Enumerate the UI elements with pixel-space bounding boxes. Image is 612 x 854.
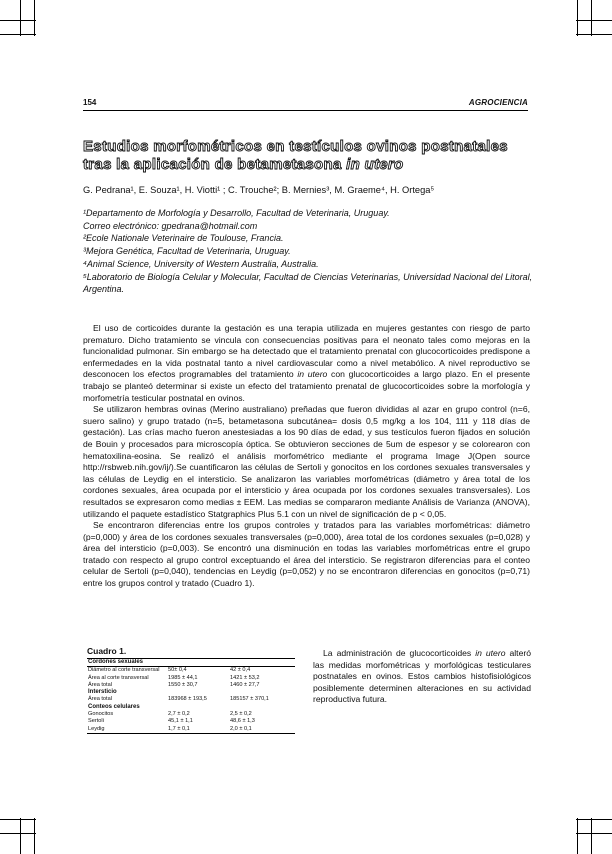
affiliations <box>83 207 533 296</box>
title-main: Estudios morfométricos en testículos ovinos postnatales tras la aplicación de betametasona <box>83 138 508 173</box>
table-section: Conteos celulares <box>88 703 140 710</box>
text-run: La administración de glucocorticoides <box>323 648 476 658</box>
affiliation: ²Ecole Nationale Veterinaire de Toulouse, Francia. <box>83 233 284 244</box>
table-row: Sertoli 45,1 ± 1,1 48,6 ± 1,3 <box>88 718 255 725</box>
conclusion <box>313 648 531 706</box>
text-run: El uso de corticoides durante la gestación es una terapia utilizada en mujeres gestantes con riesgo de parto prematuro. Dicho tratamiento se vincula con consecuencias positivas para el neonato tales como mejoras en la funcionalidad pulmonar. Sin embargo se ha detectado que el tratamiento prenatal con glucocorticoides predispone a enfermedades en la vida postnatal tanto a nivel cardiovascular como a nivel metabólico. A nivel reproductivo se desconocen los efectos programables del tratamiento <box>83 323 530 380</box>
results-table <box>87 658 295 734</box>
table-row: Diámetro al corte transversal 50± 0,4 42 ± 0,4 <box>88 667 251 674</box>
table-row: Área total 1550 ± 30,7 1460 ± 27,7 <box>88 681 260 688</box>
table-section: Cordones sexuales <box>87 659 295 667</box>
paragraph: Se encontraron diferencias entre los grupos controles y tratados para las variables morfométricas: diámetro (p=0,000) y área de los cordones sexuales transversales (p=0,000), área total de los cordones sexuales (p=0,028) y área del intersticio (p=0,003). Se encontró una disminución en todas las variables morfométricas entre el grupo tratado con respecto al grupo control exceptuando el área del intersticio. Se registraron diferencias para el conteo celular de Sertoli (p=0,040), tendencias en Leydig (p=0,052) y no se encontraron diferencias en gonocitos (p=0,71) entre los grupos control y tratado (Cuadro 1). <box>83 520 530 589</box>
title-italic: in utero <box>346 156 404 173</box>
paragraph <box>83 323 530 404</box>
text-run: con glucocorticoides a largo plazo. En el presente trabajo se planteó determinar si existe un efecto del tratamiento prenatal de glucocorticoides sobre la morfología y morfometría testicular postnatal en ovinos. <box>83 369 531 403</box>
paragraph <box>313 648 531 706</box>
page-number: 154 <box>83 98 97 107</box>
table-row: Gonocitos 2,7 ± 0,2 2,5 ± 0,2 <box>88 711 252 718</box>
affiliation: ³Mejora Genética, Facultad de Veterinaria, Uruguay. <box>83 246 291 257</box>
author-list: G. Pedrana¹, E. Souza¹, H. Viotti¹ ; C. Trouche²; B. Mernies³, M. Graeme⁴, H. Ortega⁵ <box>83 185 435 195</box>
table-caption: Cuadro 1. <box>87 646 127 656</box>
header-rule <box>83 110 528 111</box>
abstract-body <box>83 323 530 590</box>
paragraph: Se utilizaron hembras ovinas (Merino australiano) preñadas que fueron divididas al azar en grupo control (n=6, suero salino) y grupo tratado (n=5, betametasona subcutánea= dosis 0,5 mg/kg a los 104, 111 y 118 días de gestación). Las crías macho fueron anestesiadas a los 90 días de edad, y sus testículos fueron fijados en solución de Bouin y procesados para microscopía óptica. Se obtuvieron secciones de 5um de espesor y se colorearon con hematoxilina-eosina. Se realizó el análisis morfométrico mediante el programa Image J(Open source http://rsbweb.nih.gov/ij/).Se cuantificaron las células de Sertoli y gonocitos en los cordones sexuales transversales y las células de Leydig en el intersticio. Se analizaron las variables morfométricas (diámetro y área total de los cordones sexuales, área ocupada por el intersticio y área ocupada por los cordones sexuales transversales). Los resultados se expresaron como medias ± EEM. Las medias se compararon mediante Análisis de Varianza (ANOVA), utilizando el paquete estadístico Statgraphics Plus 5.1 con un nivel de significación de p < 0,05. <box>83 404 530 519</box>
table-row: Área total 183968 ± 193,5 185157 ± 370,1 <box>88 696 269 703</box>
italic-run: in utero <box>475 648 506 658</box>
text-run: alteró las medidas morfométricas y morfológicas testiculares postnatales en ovinos. Estos cambios histofisiológicos posiblemente determinen alteraciones en su actividad reproductiva futura. <box>313 648 531 705</box>
italic-run: in utero <box>297 369 328 380</box>
affiliation: ¹Departamento de Morfología y Desarrollo, Facultad de Veterinaria, Uruguay. <box>83 208 390 218</box>
affiliation-email: Correo electrónico: gpedrana@hotmail.com <box>83 220 258 231</box>
table-section: Intersticio <box>88 689 117 696</box>
table-row: Leydig 1,7 ± 0,1 2,0 ± 0,1 <box>87 726 295 734</box>
affiliation: ⁴Animal Science, University of Western Australia, Australia. <box>83 258 319 269</box>
affiliation: ⁵Laboratorio de Biología Celular y Molecular, Facultad de Ciencias Veterinarias, Universidad Nacional del Litoral, Argentina. <box>83 271 533 295</box>
journal-name: AGROCIENCIA <box>468 98 528 107</box>
article-title <box>83 138 533 174</box>
table-row: Área al corte transversal 1985 ± 44,1 1421 ± 53,2 <box>88 674 260 681</box>
